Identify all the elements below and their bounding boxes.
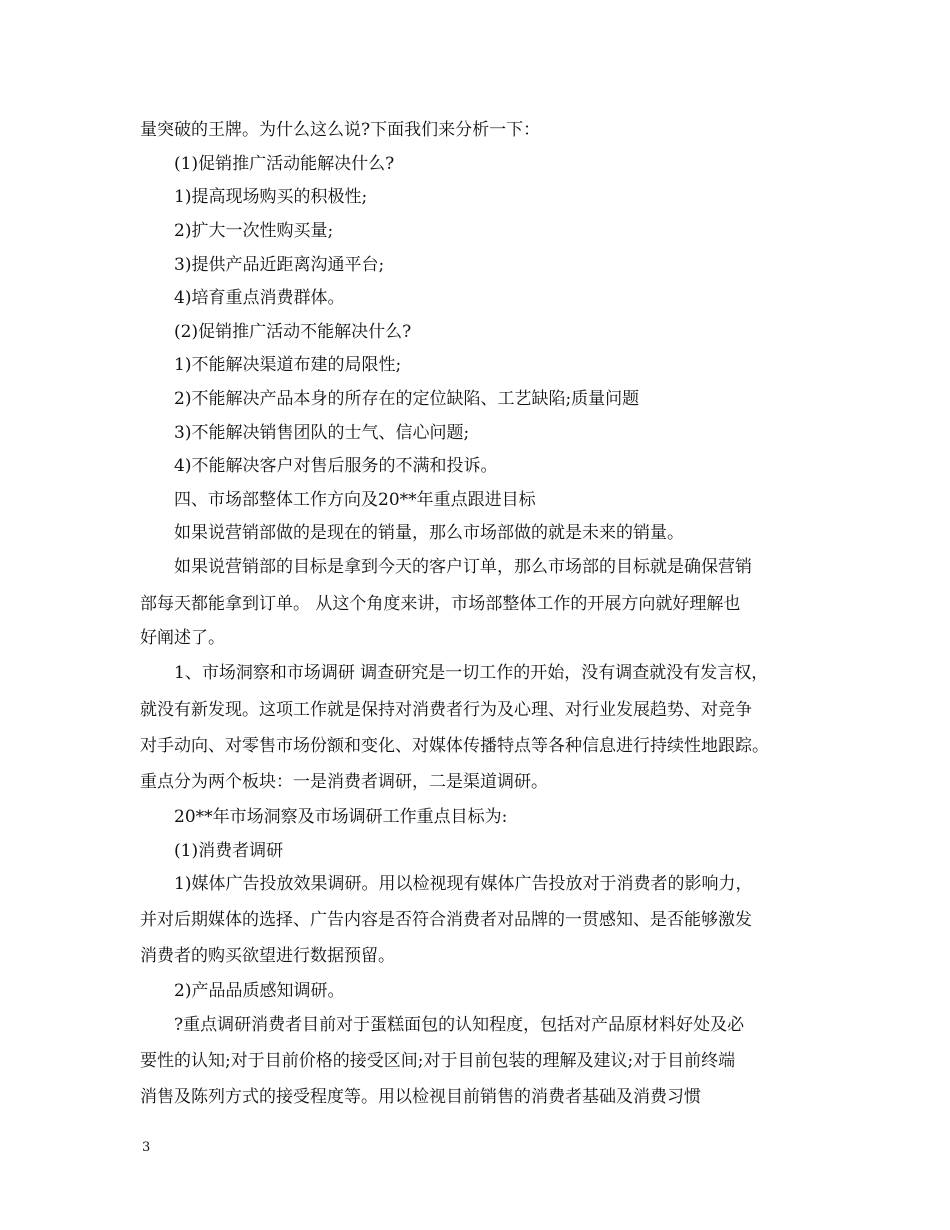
text-line: 就没有新发现。这项工作就是保持对消费者行为及心理、对行业发展趋势、对竞争 [140, 700, 752, 720]
text-line: 1)媒体广告投放效果调研。用以检视现有媒体广告投放对于消费者的影响力， [174, 874, 753, 894]
text-line: 消费者的购买欲望进行数据预留。 [140, 946, 395, 966]
text-line: 2)扩大一次性购买量; [174, 221, 334, 241]
text-line: 部每天都能拿到订单。 从这个角度来讲，市场部整体工作的开展方向就好理解也 [140, 594, 741, 614]
text-line: 4)不能解决客户对售后服务的不满和投诉。 [174, 456, 498, 476]
text-line: 消售及陈列方式的接受程度等。用以检视目前销售的消费者基础及消费习惯 [140, 1087, 701, 1107]
text-line: 对手动向、对零售市场份额和变化、对媒体传播特点等各种信息进行持续性地跟踪。 [140, 736, 769, 756]
text-line: (1)消费者调研 [174, 841, 284, 861]
text-line: 重点分为两个板块：一是消费者调研，二是渠道调研。 [140, 772, 548, 792]
text-line: 3)提供产品近距离沟通平台; [174, 255, 385, 275]
text-line: 20**年市场洞察及市场调研工作重点目标为: [174, 807, 508, 827]
text-line: 1、市场洞察和市场调研 调查研究是一切工作的开始，没有调查就没有发言权， [174, 663, 769, 683]
text-line: (1)促销推广活动能解决什么? [174, 154, 395, 174]
text-line: (2)促销推广活动不能解决什么? [174, 322, 412, 342]
text-line: 4)培育重点消费群体。 [174, 288, 345, 308]
text-line: ?重点调研消费者目前对于蛋糕面包的认知程度，包括对产品原材料好处及必 [174, 1015, 745, 1035]
text-line: 2)不能解决产品本身的所存在的定位缺陷、工艺缺陷;质量问题 [174, 389, 640, 409]
text-line: 如果说营销部做的是现在的销量，那么市场部做的就是未来的销量。 [174, 523, 684, 543]
text-line: 并对后期媒体的选择、广告内容是否符合消费者对品牌的一贯感知、是否能够激发 [140, 910, 752, 930]
text-line: 好阐述了。 [140, 628, 225, 648]
text-line: 1)提高现场购买的积极性; [174, 187, 368, 207]
text-line: 1)不能解决渠道布建的局限性; [174, 355, 402, 375]
text-line: 2)产品品质感知调研。 [174, 981, 345, 1001]
page-number: 3 [142, 1140, 151, 1155]
section-heading: 四、市场部整体工作方向及20**年重点跟进目标 [174, 490, 536, 510]
text-line: 如果说营销部的目标是拿到今天的客户订单，那么市场部的目标就是确保营销 [174, 557, 752, 577]
text-line: 要性的认知;对于目前价格的接受区间;对于目前包装的理解及建议;对于目前终端 [140, 1051, 736, 1071]
text-line: 3)不能解决销售团队的士气、信心问题; [174, 423, 470, 443]
text-line: 量突破的王牌。为什么这么说?下面我们来分析一下： [140, 120, 541, 140]
